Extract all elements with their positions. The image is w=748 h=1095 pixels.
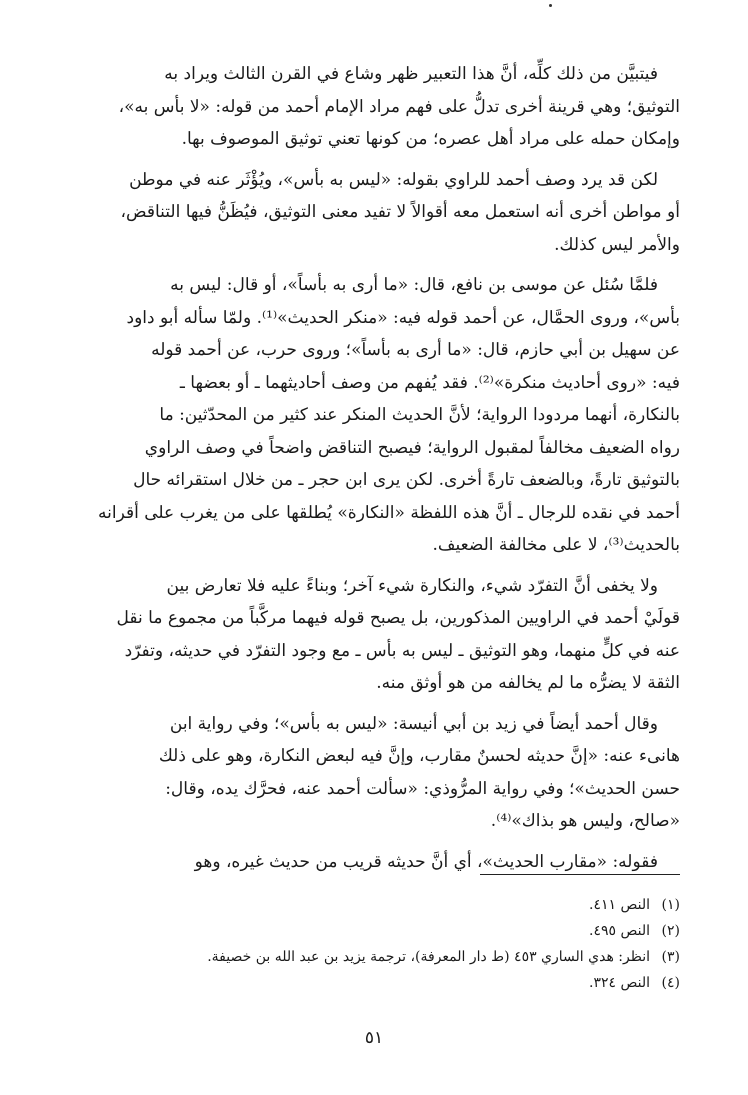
footnote-text: النص ٤١١.: [589, 897, 650, 913]
paragraph: لكن قد يرد وصف أحمد للراوي بقوله: «ليس به بأس»، ويُؤْثَر عنه في موطن أو مواطن أخرى أنه استعمل معه أقوالاً لا تفيد معنى التوثيق، فيُظَنُّ فيها التناقض، والأمر ليس كذلك.: [120, 169, 680, 255]
paragraph: فيتبيَّن من ذلك كلِّه، أنَّ هذا التعبير ظهر وشاع في القرن الثالث ويراد به التوثيق؛ وهي قرينة أخرى تدلُّ على فهم مراد الإمام أحمد من قوله: «لا بأس به»، وإمكان حمله على مراد أهل عصره؛ من كونها تعني توثيق الموصوف بها.: [118, 64, 680, 149]
footnote-text: انظر: هدي الساري ٤٥٣ (ط دار المعرفة)، ترجمة يزيد بن عبد الله بن خصيفة.: [207, 949, 650, 965]
paragraph: وقال أحمد أيضاً في زيد بن أبي أنيسة: «ليس به بأس»؛ وفي رواية ابن هانىء عنه: «إنَّ حديثه لحسنٌ مقارب، وإنَّ فيه لبعض النكارة، وهو على ذلك حسن الحديث»؛ وفي رواية المرُّوذي: «سألت أحمد عنه، فحرَّك يده، وقال: «صالح، وليس هو بذاك»⁽⁴⁾.: [158, 713, 680, 831]
footnote-item: [80, 944, 680, 970]
footnote-number: (٣): [661, 949, 680, 965]
footnotes: [80, 892, 680, 996]
footnote-text: النص ٤٩٥.: [589, 923, 650, 939]
footnote-text: النص ٣٢٤.: [589, 975, 650, 991]
paragraph: فقوله: «مقارب الحديث»، أي أنَّ حديثه قريب من حديث غيره، وهو: [194, 851, 658, 872]
footnote-number: (٤): [661, 975, 680, 991]
footnote-divider: [480, 874, 680, 875]
footnote-item: [80, 892, 680, 918]
paragraph: ولا يخفى أنَّ التفرّد شيء، والنكارة شيء آخر؛ وبناءً عليه فلا تعارض بين قولَيْ أحمد في الراويين المذكورين، بل يصبح قوله فيهما مركَّباً من مجموع ما نقل عنه في كلٍّ منهما، وهو التوثيق ـ ليس به بأس ـ مع وجود التفرّد في حديثه، وتفرّد الثقة لا يضرُّه ما لم يخالفه من هو أوثق منه.: [116, 575, 680, 693]
footnote-number: (٢): [661, 923, 680, 939]
footnote-item: [80, 970, 680, 996]
footnote-number: (١): [661, 897, 680, 913]
page-number: ٥١: [364, 1028, 384, 1048]
paragraph: فلمَّا سُئل عن موسى بن نافع، قال: «ما أرى به بأساً»، أو قال: ليس به بأس»، وروى الحمَّال، عن أحمد قوله فيه: «منكر الحديث»⁽¹⁾. ولمّا سأله أبو داود عن سهيل بن أبي حازم، قال: «ما أرى به بأساً»؛ وروى حرب، عن أحمد قوله فيه: «روى أحاديث منكرة»⁽²⁾. فقد يُفهم من وصف أحاديثهما ـ أو بعضها ـ بالنكارة، أنهما مردودا الرواية؛ لأنَّ الحديث المنكر عند كثير من المحدّثين: ما رواه الضعيف مخالفاً لمقبول الرواية؛ فيصبح التناقض واضحاً في وصف الراوي بالتوثيق تارةً، وبالضعف تارةً أخرى. لكن يرى ابن حجر ـ من خلال استقرائه حال أحمد في نقده للرجال ـ أنَّ هذه اللفظة «النكارة» يُطلقها على من يغرب على أقرانه بالحديث⁽³⁾، لا على مخالفة الضعيف.: [98, 275, 680, 555]
main-text: [70, 58, 680, 886]
print-dot: [549, 4, 552, 7]
footnote-item: [80, 918, 680, 944]
